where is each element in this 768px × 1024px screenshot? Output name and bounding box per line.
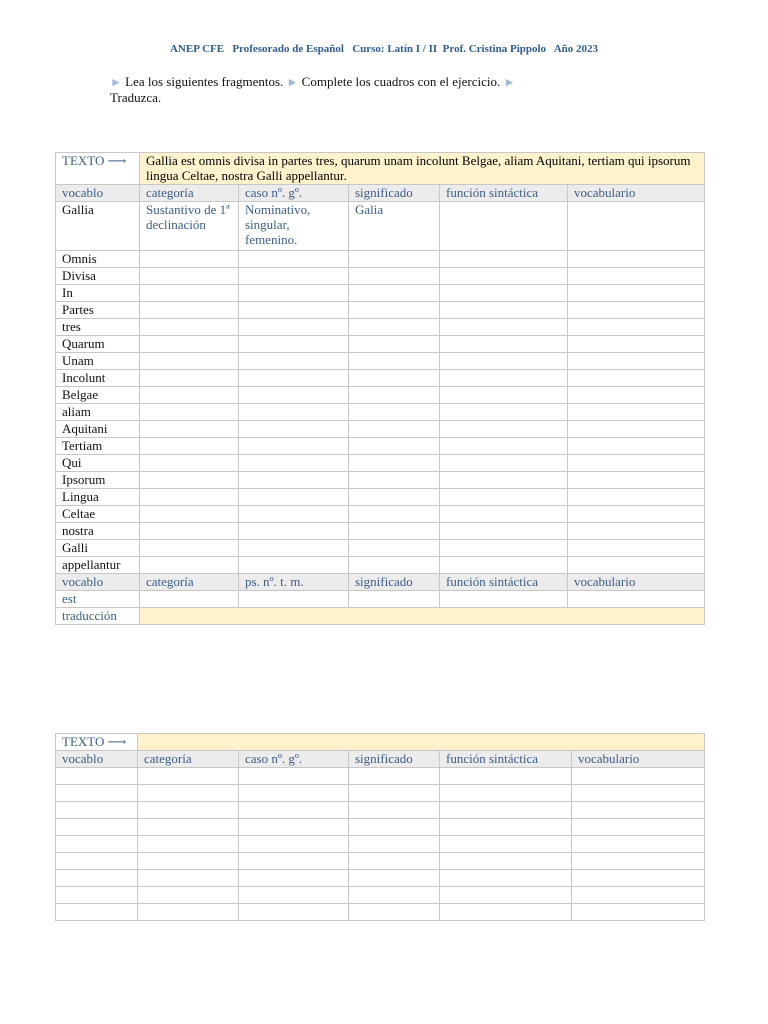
vocablo-cell: Aquitani	[56, 421, 140, 438]
caso-cell[interactable]	[239, 904, 349, 921]
instructions	[110, 74, 610, 106]
texto-label: TEXTO ⟶	[56, 153, 140, 185]
categoria-cell[interactable]	[140, 438, 239, 455]
caso-cell[interactable]: Nominativo, singular, femenino.	[239, 202, 349, 251]
vocablo-cell[interactable]	[56, 904, 138, 921]
vocabulario-cell[interactable]	[568, 404, 705, 421]
funcion-cell[interactable]	[440, 387, 568, 404]
caso-cell[interactable]	[239, 302, 349, 319]
significado-cell[interactable]	[349, 302, 440, 319]
caso-cell[interactable]	[239, 251, 349, 268]
caso-cell[interactable]	[239, 285, 349, 302]
vocablo-cell: appellantur	[56, 557, 140, 574]
table-row	[56, 591, 705, 608]
vocablo-cell: Incolunt	[56, 370, 140, 387]
vocablo-cell[interactable]	[56, 887, 138, 904]
table-row	[56, 802, 705, 819]
table-row	[56, 353, 705, 370]
vocabulario-cell[interactable]	[572, 904, 705, 921]
categoria-cell[interactable]	[140, 370, 239, 387]
texto-row	[56, 734, 705, 751]
vocabulario-cell[interactable]	[568, 591, 705, 608]
significado-cell[interactable]	[349, 353, 440, 370]
significado-cell[interactable]	[349, 387, 440, 404]
caso-cell[interactable]	[239, 268, 349, 285]
vocablo-cell[interactable]	[56, 785, 138, 802]
categoria-cell[interactable]	[140, 404, 239, 421]
categoria-cell[interactable]	[140, 353, 239, 370]
texto-content: Gallia est omnis divisa in partes tres, quarum unam incolunt Belgae, aliam Aquitani, tertiam qui ipsorum lingua Celtae, nostra Galli appellantur.	[140, 153, 705, 185]
significado-cell[interactable]	[349, 904, 440, 921]
vocabulario-cell[interactable]	[568, 251, 705, 268]
funcion-cell[interactable]	[440, 802, 572, 819]
significado-cell[interactable]	[349, 768, 440, 785]
funcion-cell[interactable]	[440, 768, 572, 785]
vocablo-cell: Tertiam	[56, 438, 140, 455]
vocabulario-cell[interactable]	[568, 370, 705, 387]
vocablo-cell: Lingua	[56, 489, 140, 506]
vocabulario-cell[interactable]	[568, 557, 705, 574]
caso-cell[interactable]	[239, 336, 349, 353]
vocabulario-cell[interactable]	[568, 489, 705, 506]
vocabulario-cell[interactable]	[572, 785, 705, 802]
caso-cell[interactable]	[239, 319, 349, 336]
col-header-vocabulario: vocabulario	[572, 751, 705, 768]
triangle-bullet-icon: ►	[503, 75, 516, 89]
categoria-cell[interactable]	[140, 268, 239, 285]
vocablo-cell: In	[56, 285, 140, 302]
table-row	[56, 302, 705, 319]
categoria-cell[interactable]	[138, 819, 239, 836]
table-row	[56, 387, 705, 404]
table-row	[56, 455, 705, 472]
vocablo-cell: Qui	[56, 455, 140, 472]
caso-cell[interactable]	[239, 370, 349, 387]
caso-cell[interactable]	[239, 768, 349, 785]
table-row	[56, 557, 705, 574]
caso-cell[interactable]	[239, 557, 349, 574]
col-header-caso: caso nº. gº.	[239, 751, 349, 768]
col-header-persona: ps. nº. t. m.	[239, 574, 349, 591]
funcion-cell[interactable]	[440, 319, 568, 336]
vocabulario-cell[interactable]	[568, 319, 705, 336]
funcion-cell[interactable]	[440, 404, 568, 421]
instruction-step-3: Traduzca.	[110, 90, 162, 105]
categoria-cell[interactable]	[138, 836, 239, 853]
vocabulario-cell[interactable]	[572, 768, 705, 785]
table-row	[56, 285, 705, 302]
vocabulario-cell[interactable]	[568, 387, 705, 404]
col-header-significado: significado	[349, 751, 440, 768]
verb-header-row	[56, 574, 705, 591]
vocablo-cell[interactable]	[56, 836, 138, 853]
funcion-cell[interactable]	[440, 887, 572, 904]
categoria-cell[interactable]	[140, 387, 239, 404]
significado-cell[interactable]	[349, 540, 440, 557]
col-header-categoria: categoría	[138, 751, 239, 768]
vocablo-cell[interactable]	[56, 768, 138, 785]
caso-cell[interactable]	[239, 887, 349, 904]
exercise-table-1	[55, 152, 705, 625]
significado-cell[interactable]	[349, 438, 440, 455]
funcion-cell[interactable]	[440, 268, 568, 285]
categoria-cell[interactable]	[140, 506, 239, 523]
col-header-funcion: función sintáctica	[440, 751, 572, 768]
texto-row	[56, 153, 705, 185]
exercise-table-2	[55, 733, 705, 921]
vocabulario-cell[interactable]	[568, 421, 705, 438]
categoria-cell[interactable]	[140, 557, 239, 574]
funcion-cell[interactable]	[440, 421, 568, 438]
table-row	[56, 887, 705, 904]
vocablo-cell[interactable]	[56, 853, 138, 870]
header-row	[56, 751, 705, 768]
vocabulario-cell[interactable]	[572, 853, 705, 870]
table-row	[56, 421, 705, 438]
col-header-vocablo: vocablo	[56, 185, 140, 202]
vocabulario-cell[interactable]	[572, 887, 705, 904]
triangle-bullet-icon: ►	[110, 75, 122, 89]
table-row	[56, 251, 705, 268]
texto-label: TEXTO ⟶	[56, 734, 138, 751]
vocablo-cell: Unam	[56, 353, 140, 370]
caso-cell[interactable]	[239, 472, 349, 489]
caso-cell[interactable]	[239, 853, 349, 870]
significado-cell[interactable]	[349, 591, 440, 608]
vocablo-cell: Divisa	[56, 268, 140, 285]
table-row	[56, 438, 705, 455]
funcion-cell[interactable]	[440, 904, 572, 921]
significado-cell[interactable]	[349, 819, 440, 836]
funcion-cell[interactable]	[440, 870, 572, 887]
significado-cell[interactable]	[349, 268, 440, 285]
significado-cell[interactable]	[349, 489, 440, 506]
vocabulario-cell[interactable]	[568, 523, 705, 540]
caso-cell[interactable]	[239, 819, 349, 836]
categoria-cell[interactable]	[138, 904, 239, 921]
table-row	[56, 870, 705, 887]
significado-cell[interactable]	[349, 370, 440, 387]
significado-cell[interactable]	[349, 421, 440, 438]
significado-cell[interactable]	[349, 785, 440, 802]
document-header: ANEP CFE Profesorado de Español Curso: Latín I / II Prof. Cristina Pippolo Año 2023	[169, 43, 599, 55]
instruction-step-2: Complete los cuadros con el ejercicio.	[301, 74, 501, 89]
funcion-cell[interactable]	[440, 523, 568, 540]
instruction-step-1: Lea los siguientes fragmentos.	[125, 74, 284, 89]
traduccion-row	[56, 608, 705, 625]
caso-cell[interactable]	[239, 404, 349, 421]
categoria-cell[interactable]	[140, 421, 239, 438]
table-row	[56, 785, 705, 802]
significado-cell[interactable]	[349, 336, 440, 353]
vocablo-cell[interactable]	[56, 870, 138, 887]
funcion-cell[interactable]	[440, 251, 568, 268]
caso-cell[interactable]	[239, 387, 349, 404]
categoria-cell[interactable]	[138, 853, 239, 870]
vocablo-cell[interactable]	[56, 819, 138, 836]
vocablo-cell: est	[56, 591, 140, 608]
significado-cell[interactable]: Galia	[349, 202, 440, 251]
vocablo-cell: Belgae	[56, 387, 140, 404]
col-header-funcion: función sintáctica	[440, 574, 568, 591]
table-row	[56, 404, 705, 421]
table-row	[56, 836, 705, 853]
vocabulario-cell[interactable]	[568, 302, 705, 319]
vocablo-cell: Omnis	[56, 251, 140, 268]
vocablo-cell: Galli	[56, 540, 140, 557]
vocabulario-cell[interactable]	[572, 802, 705, 819]
traduccion-cell[interactable]	[140, 608, 705, 625]
categoria-cell[interactable]	[140, 251, 239, 268]
vocablo-cell: Gallia	[56, 202, 140, 251]
funcion-cell[interactable]	[440, 472, 568, 489]
caso-cell[interactable]	[239, 506, 349, 523]
funcion-cell[interactable]	[440, 836, 572, 853]
table-row	[56, 336, 705, 353]
vocablo-cell: tres	[56, 319, 140, 336]
significado-cell[interactable]	[349, 404, 440, 421]
vocablo-cell: Quarum	[56, 336, 140, 353]
categoria-cell[interactable]	[140, 540, 239, 557]
col-header-significado: significado	[349, 185, 440, 202]
categoria-cell[interactable]	[140, 302, 239, 319]
funcion-cell[interactable]	[440, 370, 568, 387]
vocabulario-cell[interactable]	[568, 540, 705, 557]
categoria-cell[interactable]	[140, 489, 239, 506]
caso-cell[interactable]	[239, 802, 349, 819]
table-row	[56, 472, 705, 489]
significado-cell[interactable]	[349, 853, 440, 870]
table-row	[56, 506, 705, 523]
table-row	[56, 853, 705, 870]
col-header-categoria: categoría	[140, 185, 239, 202]
funcion-cell[interactable]	[440, 438, 568, 455]
vocabulario-cell[interactable]	[572, 870, 705, 887]
funcion-cell[interactable]	[440, 489, 568, 506]
categoria-cell[interactable]: Sustantivo de 1ª declinación	[140, 202, 239, 251]
significado-cell[interactable]	[349, 506, 440, 523]
funcion-cell[interactable]	[440, 506, 568, 523]
caso-cell[interactable]	[239, 489, 349, 506]
table-row	[56, 370, 705, 387]
categoria-cell[interactable]	[140, 336, 239, 353]
funcion-cell[interactable]	[440, 353, 568, 370]
funcion-cell[interactable]	[440, 336, 568, 353]
col-header-caso: caso nº. gº.	[239, 185, 349, 202]
vocablo-cell: nostra	[56, 523, 140, 540]
significado-cell[interactable]	[349, 319, 440, 336]
categoria-cell[interactable]	[140, 591, 239, 608]
header-row	[56, 185, 705, 202]
persona-cell[interactable]	[239, 591, 349, 608]
funcion-cell[interactable]	[440, 302, 568, 319]
caso-cell[interactable]	[239, 540, 349, 557]
table-row	[56, 202, 705, 251]
table-row	[56, 319, 705, 336]
vocabulario-cell[interactable]	[572, 819, 705, 836]
caso-cell[interactable]	[239, 785, 349, 802]
table-row	[56, 904, 705, 921]
significado-cell[interactable]	[349, 455, 440, 472]
funcion-cell[interactable]	[440, 540, 568, 557]
vocabulario-cell[interactable]	[568, 285, 705, 302]
caso-cell[interactable]	[239, 455, 349, 472]
significado-cell[interactable]	[349, 802, 440, 819]
significado-cell[interactable]	[349, 836, 440, 853]
col-header-vocabulario: vocabulario	[568, 185, 705, 202]
caso-cell[interactable]	[239, 870, 349, 887]
vocabulario-cell[interactable]	[568, 268, 705, 285]
categoria-cell[interactable]	[140, 285, 239, 302]
triangle-bullet-icon: ►	[286, 75, 299, 89]
categoria-cell[interactable]	[138, 785, 239, 802]
categoria-cell[interactable]	[140, 523, 239, 540]
vocabulario-cell[interactable]	[568, 336, 705, 353]
vocabulario-cell[interactable]	[568, 506, 705, 523]
vocabulario-cell[interactable]	[568, 472, 705, 489]
categoria-cell[interactable]	[138, 802, 239, 819]
vocablo-cell: aliam	[56, 404, 140, 421]
significado-cell[interactable]	[349, 251, 440, 268]
col-header-vocablo: vocablo	[56, 574, 140, 591]
table-row	[56, 768, 705, 785]
col-header-vocabulario: vocabulario	[568, 574, 705, 591]
vocablo-cell: Partes	[56, 302, 140, 319]
funcion-cell[interactable]	[440, 853, 572, 870]
col-header-funcion: función sintáctica	[440, 185, 568, 202]
vocabulario-cell[interactable]	[568, 353, 705, 370]
significado-cell[interactable]	[349, 523, 440, 540]
table-row	[56, 819, 705, 836]
caso-cell[interactable]	[239, 353, 349, 370]
vocabulario-cell[interactable]	[568, 455, 705, 472]
funcion-cell[interactable]	[440, 591, 568, 608]
funcion-cell[interactable]	[440, 785, 572, 802]
traduccion-label: traducción	[56, 608, 140, 625]
caso-cell[interactable]	[239, 836, 349, 853]
col-header-vocablo: vocablo	[56, 751, 138, 768]
funcion-cell[interactable]	[440, 455, 568, 472]
table-row	[56, 523, 705, 540]
caso-cell[interactable]	[239, 421, 349, 438]
table-row	[56, 268, 705, 285]
significado-cell[interactable]	[349, 285, 440, 302]
vocabulario-cell[interactable]	[568, 202, 705, 251]
col-header-significado: significado	[349, 574, 440, 591]
vocablo-cell[interactable]	[56, 802, 138, 819]
funcion-cell[interactable]	[440, 819, 572, 836]
caso-cell[interactable]	[239, 438, 349, 455]
texto-content[interactable]	[138, 734, 705, 751]
significado-cell[interactable]	[349, 870, 440, 887]
categoria-cell[interactable]	[140, 455, 239, 472]
categoria-cell[interactable]	[138, 887, 239, 904]
funcion-cell[interactable]	[440, 202, 568, 251]
significado-cell[interactable]	[349, 472, 440, 489]
vocablo-cell: Ipsorum	[56, 472, 140, 489]
vocablo-cell: Celtae	[56, 506, 140, 523]
table-row	[56, 489, 705, 506]
funcion-cell[interactable]	[440, 557, 568, 574]
col-header-categoria: categoría	[140, 574, 239, 591]
significado-cell[interactable]	[349, 557, 440, 574]
vocabulario-cell[interactable]	[568, 438, 705, 455]
categoria-cell[interactable]	[138, 870, 239, 887]
categoria-cell[interactable]	[140, 319, 239, 336]
vocabulario-cell[interactable]	[572, 836, 705, 853]
table-row	[56, 540, 705, 557]
significado-cell[interactable]	[349, 887, 440, 904]
funcion-cell[interactable]	[440, 285, 568, 302]
caso-cell[interactable]	[239, 523, 349, 540]
categoria-cell[interactable]	[138, 768, 239, 785]
categoria-cell[interactable]	[140, 472, 239, 489]
